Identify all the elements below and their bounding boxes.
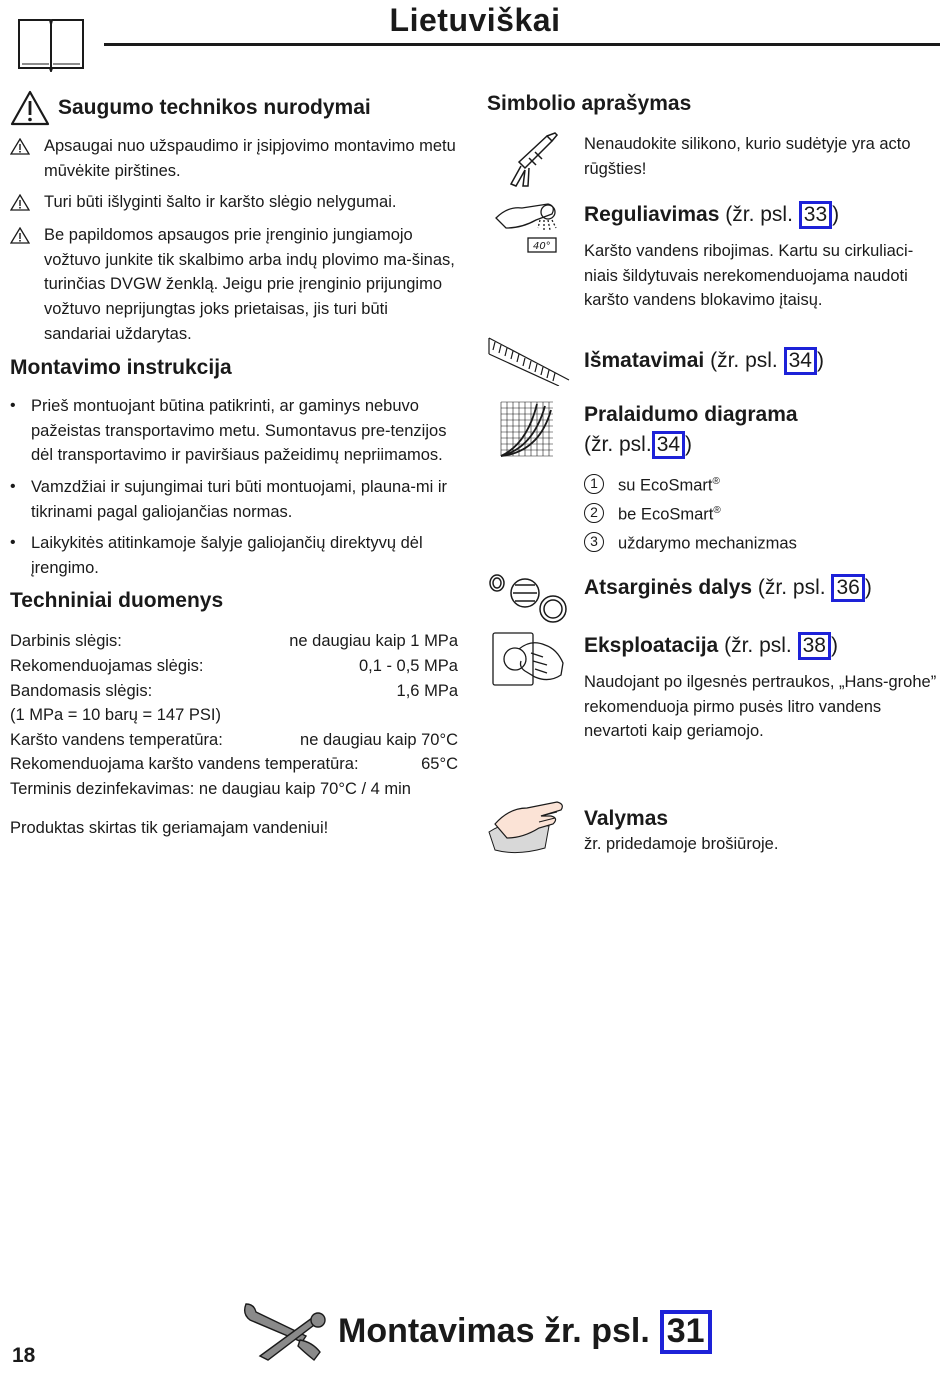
safety-text: Be papildomos apsaugos prie įrenginio jungiamojo vožtuvo junkite tik skalbimo arba indų plovimo ma-šinas, turinčias DVGW ženklą. Jeigu prie įrenginio prijungimo vožtuvo neprijungtas joks prietaisas, jis turi būti sandariai uždarytas. [44, 226, 455, 343]
tech-label: Bandomasis slėgis: [10, 681, 153, 700]
operation-title-text: Eksploatacija [584, 634, 719, 658]
ruler-icon [487, 334, 571, 386]
install-list [10, 394, 458, 580]
page-link-38[interactable]: 38 [798, 632, 831, 660]
installation-label: Montavimas žr. psl. [338, 1312, 650, 1351]
cleaning-title-text: Valymas [584, 806, 669, 830]
legend-item [584, 470, 942, 498]
tech-label: (1 MPa = 10 barų = 147 PSI) [10, 706, 221, 725]
silicone-gun-icon [499, 132, 559, 192]
list-item [10, 394, 458, 468]
tech-value: 0,1 - 0,5 MPa [358, 656, 458, 675]
measure-title-text: Išmatavimai [584, 348, 705, 372]
tech-label: Terminis dezinfekavimas: ne daugiau kaip 70°C / 4 min [10, 779, 411, 798]
cleaning-title [584, 806, 942, 832]
ref-suffix: ) [864, 576, 872, 600]
ref-prefix: (žr. psl. [584, 432, 652, 456]
operation-text: Naudojant po ilgesnės pertraukos, „Hans-grohe” rekomenduoja pirmo pusės litro vandens nevartoti kaip geriamojo. [584, 673, 937, 741]
safety-heading [10, 90, 458, 126]
install-text: Laikykitės atitinkamoje šalyje galiojančių direktyvų dėl įrengimo. [31, 534, 423, 577]
spare-parts-icon [487, 569, 571, 627]
tech-table [10, 629, 458, 801]
bullet-icon: • [10, 477, 16, 495]
page-number: 18 [12, 1344, 36, 1367]
warning-icon [10, 134, 44, 183]
list-item [10, 531, 458, 580]
operation-block [487, 631, 942, 744]
table-row [10, 629, 458, 654]
title-rule [104, 43, 940, 46]
flow-title [584, 400, 942, 430]
adjust-title [584, 200, 942, 230]
flow-legend [584, 470, 942, 556]
list-item [10, 475, 458, 524]
tech-label: Karšto vandens temperatūra: [10, 730, 223, 749]
ref-prefix: (žr. psl. [710, 348, 778, 372]
flow-title-text: Pralaidumo diagrama [584, 402, 798, 426]
install-heading: Montavimo instrukcija [10, 356, 232, 380]
table-row [10, 679, 458, 704]
adjust-block [487, 200, 942, 313]
ref-suffix: ) [685, 432, 693, 456]
cleaning-text: žr. pridedamoje brošiūroje. [584, 834, 779, 853]
spares-title-text: Atsarginės dalys [584, 576, 753, 600]
cleaning-block [487, 806, 942, 857]
legend-text: be EcoSmart [618, 505, 714, 524]
list-item [10, 223, 458, 346]
bullet-icon: • [10, 397, 16, 415]
install-text: Vamzdžiai ir sujungimai turi būti montuojami, plauna-mi ir tikrinami pagal galiojančias normas. [31, 477, 448, 521]
left-column [10, 90, 458, 841]
operation-hand-icon [491, 627, 567, 691]
page-title: Lietuviškai [389, 2, 561, 38]
silicone-block [487, 132, 942, 184]
adjust-text: Karšto vandens ribojimas. Kartu su cirkuliaci-niais šildytuvais nerekomenduojama naudoti karšto vandens blokavimo įtaisų. [584, 242, 914, 310]
table-row [10, 777, 458, 802]
ref-suffix: ) [832, 203, 840, 226]
tech-value: ne daugiau kaip 70°C [300, 730, 458, 749]
cleaning-cloth-icon [487, 798, 571, 858]
page-link-31[interactable]: 31 [660, 1310, 712, 1354]
page-link-34[interactable]: 34 [784, 347, 817, 375]
legend-number: 3 [584, 532, 604, 552]
registered-mark: ® [712, 475, 720, 487]
temperature-display: 40° [533, 241, 551, 252]
legend-text: su EcoSmart [618, 476, 713, 495]
tech-label: Darbinis slėgis: [10, 632, 122, 651]
list-item [10, 190, 458, 216]
legend-item [584, 499, 942, 527]
flow-block [487, 400, 942, 556]
flow-ref [584, 430, 942, 460]
table-row [10, 728, 458, 753]
table-row [10, 654, 458, 679]
list-item [10, 134, 458, 183]
safety-text: Turi būti išlyginti šalto ir karšto slėgio nelygumai. [44, 193, 397, 212]
page-link-33[interactable]: 33 [799, 201, 832, 229]
table-row [10, 703, 458, 728]
spares-title [584, 573, 942, 603]
legend-number: 2 [584, 503, 604, 523]
tools-icon [240, 1298, 328, 1364]
warning-icon [10, 190, 44, 216]
tech-value: ne daugiau kaip 1 MPa [289, 632, 458, 651]
registered-mark: ® [713, 504, 721, 516]
ref-suffix: ) [816, 348, 824, 372]
install-text: Prieš montuojant būtina patikrinti, ar gaminys nebuvo pažeistas transportavimo metu. Sumontavus pre-tenzijos dėl transportavimo ir paviršiaus pažeidimų nepriimamos. [31, 397, 447, 465]
ref-prefix: (žr. psl. [724, 634, 792, 658]
measure-title [584, 346, 942, 376]
ref-prefix: (žr. psl. [757, 576, 826, 600]
page-link-34[interactable]: 34 [652, 431, 685, 459]
bullet-icon: • [10, 534, 16, 552]
tech-label: Rekomenduojamas slėgis: [10, 656, 204, 675]
flow-diagram-icon [499, 400, 555, 458]
legend-number: 1 [584, 474, 604, 494]
warning-icon [10, 223, 44, 346]
table-row [10, 752, 458, 777]
thermostat-hand-icon [492, 198, 562, 260]
legend-item [584, 528, 942, 556]
safety-text: Apsaugai nuo užspaudimo ir įsipjovimo montavimo metu mūvėkite pirštines. [44, 137, 456, 180]
tech-label: Rekomenduojama karšto vandens temperatūra: [10, 755, 359, 774]
measure-block [487, 346, 942, 376]
right-column [487, 90, 942, 856]
tech-value: 65°C [421, 755, 458, 774]
symbols-heading: Simbolio aprašymas [487, 92, 692, 115]
tech-value: 1,6 MPa [396, 681, 458, 700]
drinking-water-note: Produktas skirtas tik geriamajam vandeniui! [10, 819, 329, 838]
installation-reference [338, 1310, 712, 1354]
operation-title [584, 631, 942, 661]
warning-icon [10, 90, 50, 126]
legend-text: uždarymo mechanizmas [618, 534, 797, 553]
safety-title: Saugumo technikos nurodymai [58, 96, 371, 119]
spares-block [487, 573, 942, 603]
silicone-text: Nenaudokite silikono, kurio sudėtyje yra acto rūgšties! [584, 135, 911, 178]
ref-prefix: (žr. psl. [725, 203, 793, 226]
page-link-36[interactable]: 36 [831, 574, 864, 602]
ref-suffix: ) [830, 634, 838, 658]
tech-heading: Techniniai duomenys [10, 589, 224, 613]
safety-list [10, 134, 458, 346]
adjust-title-text: Reguliavimas [584, 203, 720, 226]
